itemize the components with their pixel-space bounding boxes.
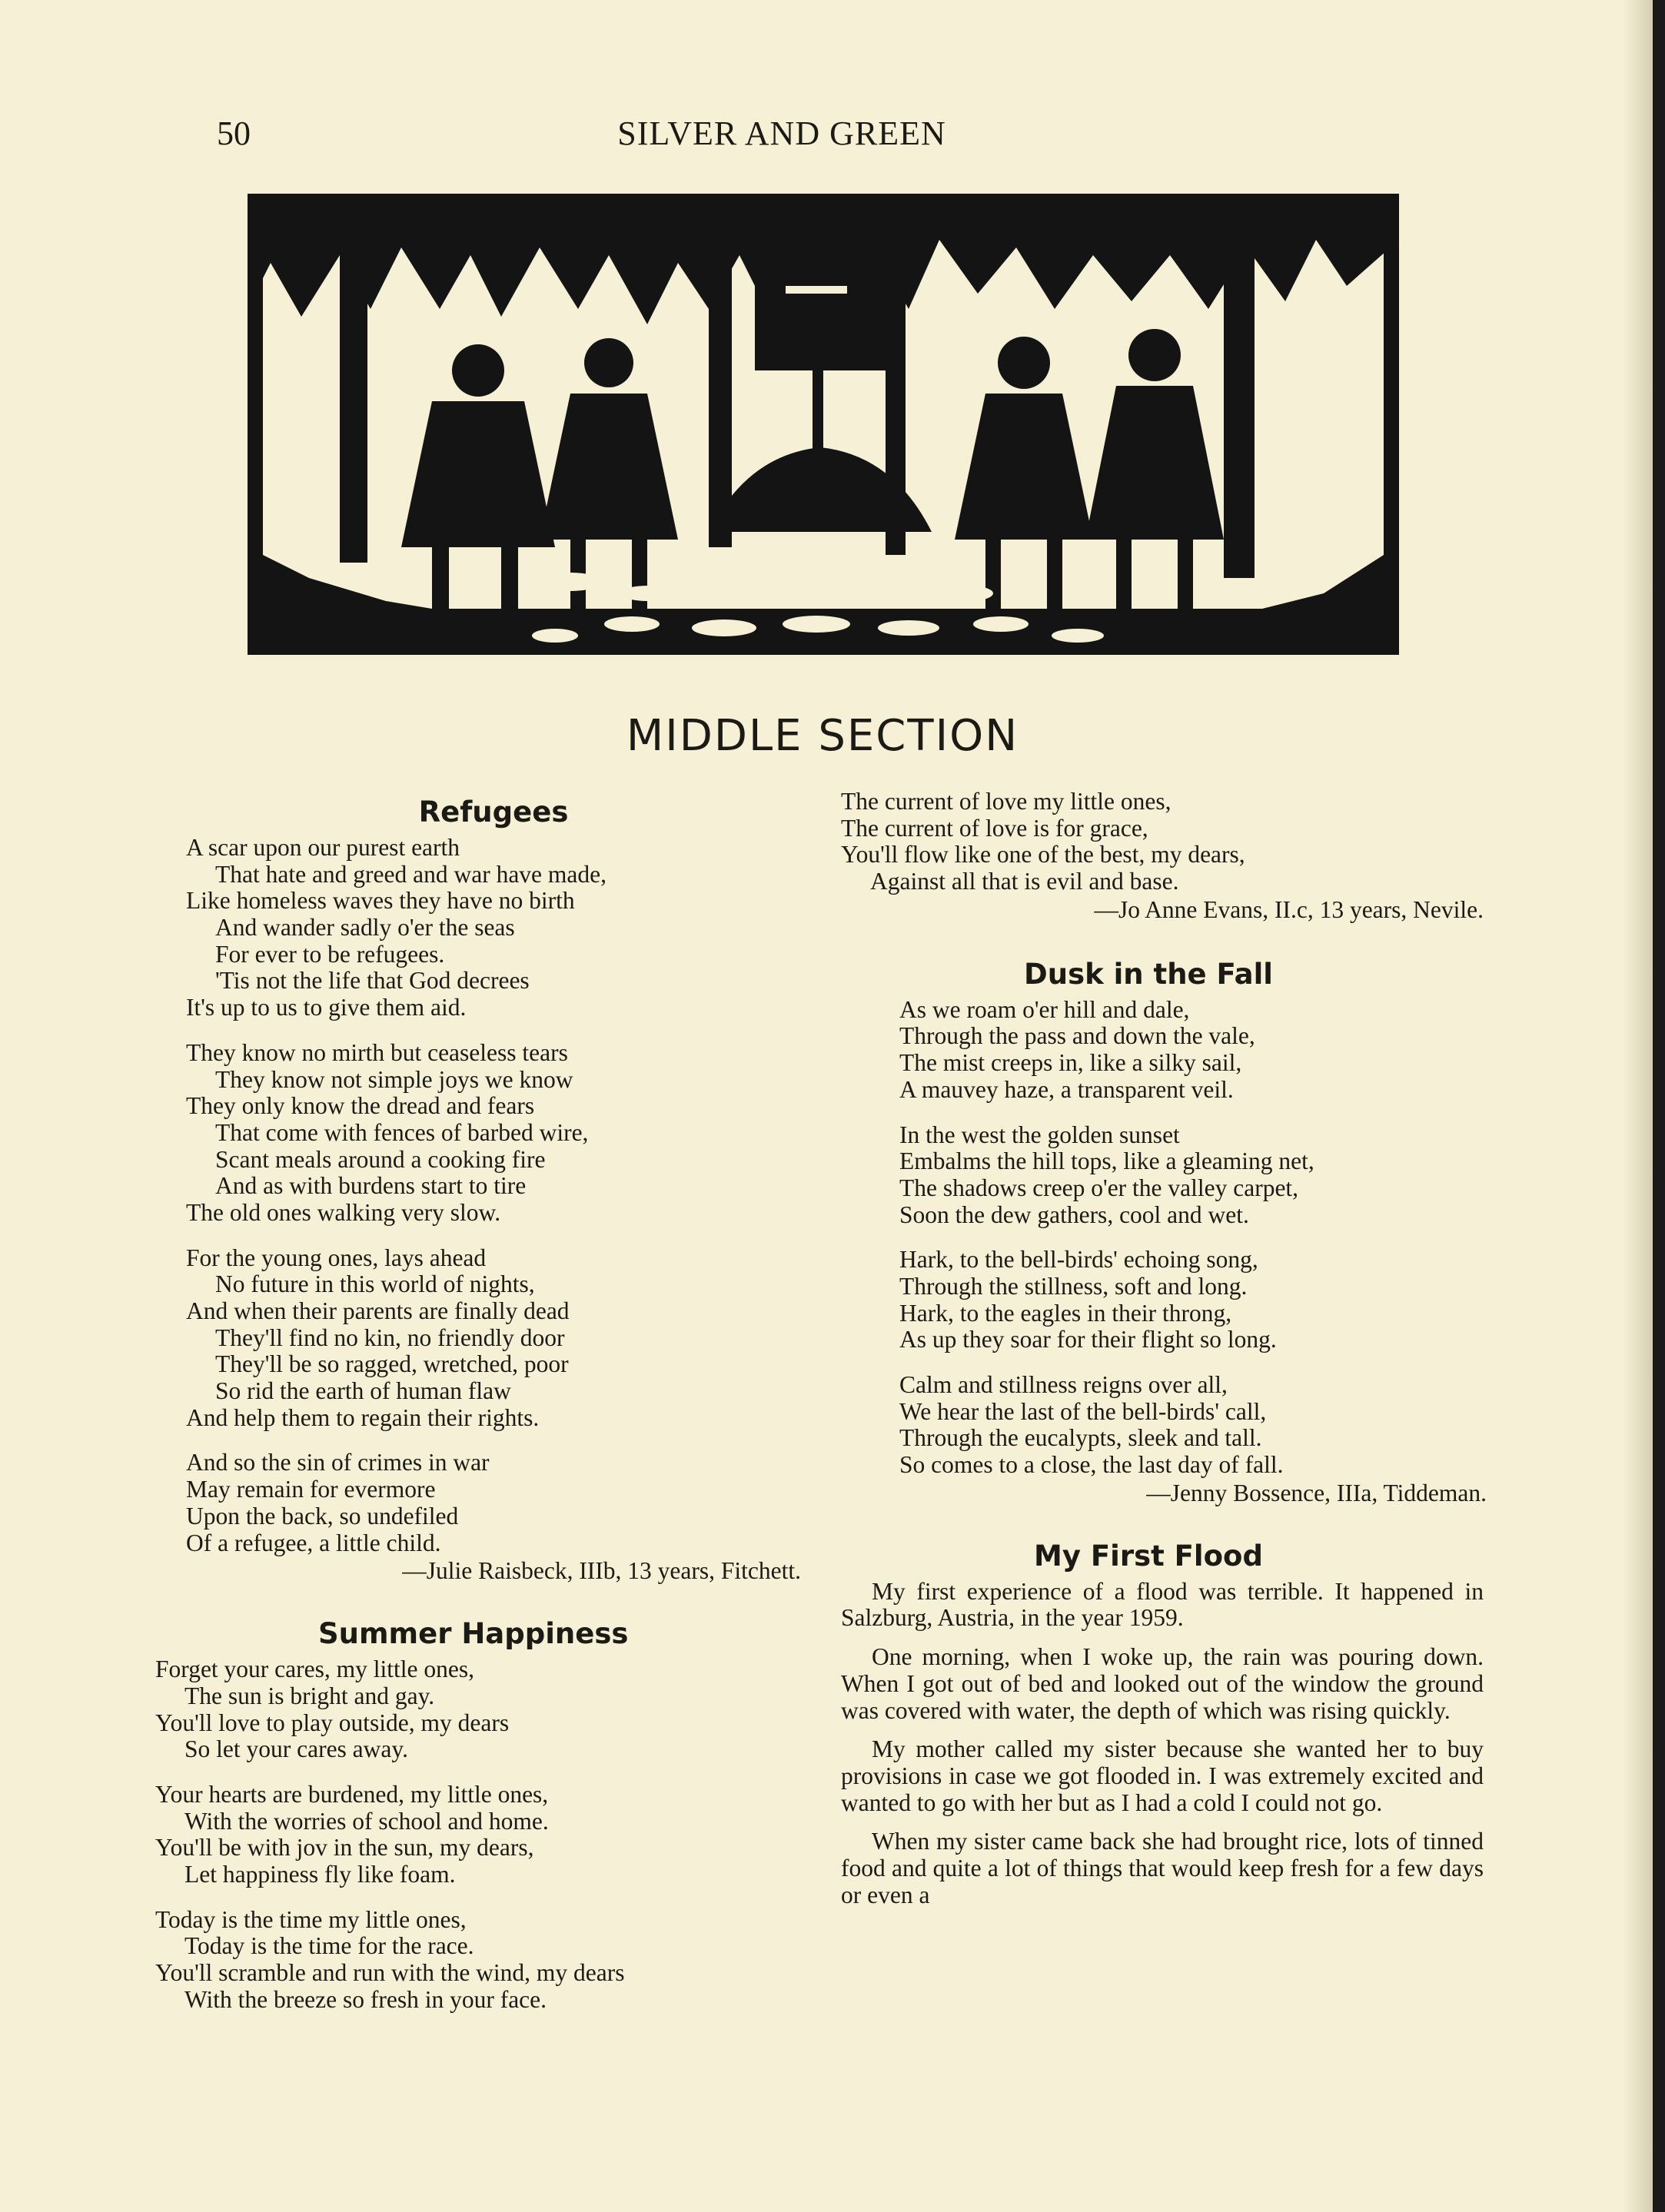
dusk-stanza-2 (841, 1122, 1456, 1229)
dusk-stanza-4 (841, 1372, 1456, 1479)
poem-line: A scar upon our purest earth (186, 834, 460, 861)
page-edge (1653, 0, 1665, 2212)
poem-line: Let happiness fly like foam. (184, 1861, 456, 1888)
poem-line: 'Tis not the life that God decrees (215, 967, 530, 995)
poem-line: The current of love my little ones, (841, 788, 1171, 815)
poem-line: The current of love is for grace, (841, 814, 1148, 842)
page-number: 50 (217, 115, 251, 152)
poem-line: We hear the last of the bell-birds' call, (899, 1397, 1267, 1425)
story-paragraph: One morning, when I woke up, the rain was pouring down. When I got out of bed and looked out of the window the ground was covered with water, the depth of which was rising quickly. (841, 1643, 1484, 1724)
poem-line: They only know the dread and fears (186, 1092, 535, 1120)
left-column (155, 790, 801, 2013)
poem-line: No future in this world of nights, (215, 1270, 535, 1298)
journal-title: SILVER AND GREEN (617, 115, 946, 152)
poem-line: Upon the back, so undefiled (186, 1502, 459, 1529)
poem-line: You'll scramble and run with the wind, my dears (155, 1959, 625, 1987)
poem-line: And as with burdens start to tire (215, 1172, 527, 1200)
refugees-stanza-3 (186, 1245, 801, 1432)
poem-line: May remain for evermore (186, 1476, 436, 1503)
poem-line: They know no mirth but ceaseless tears (186, 1038, 568, 1066)
section-title: MIDDLE SECTION (626, 711, 1019, 761)
dusk-stanza-3 (841, 1247, 1456, 1353)
poem-line: Your hearts are burdened, my little ones, (155, 1780, 549, 1808)
summer-stanza-4 (841, 789, 1456, 895)
poem-line: The shadows creep o'er the valley carpet, (899, 1174, 1299, 1201)
poem-line: With the breeze so fresh in your face. (184, 1985, 547, 2013)
summer-author: —Jo Anne Evans, II.c, 13 years, Nevile. (1094, 895, 1484, 923)
poem-line: So rid the earth of human flaw (215, 1377, 511, 1405)
poem-line: Hark, to the bell-birds' echoing song, (899, 1246, 1258, 1274)
flood-title: My First Flood (1034, 1539, 1263, 1573)
refugees-author: —Julie Raisbeck, IIIb, 13 years, Fitchett. (402, 1557, 801, 1585)
story-paragraph: When my sister came back she had brought rice, lots of tinned food and quite a lot of things that would keep fresh for a few days or even a (841, 1828, 1484, 1908)
poem-line: That come with fences of barbed wire, (215, 1118, 589, 1146)
flood-story (841, 1579, 1484, 1909)
silhouette-illustration (248, 194, 1399, 655)
poem-line: It's up to us to give them aid. (186, 994, 467, 1021)
poem-line: Calm and stillness reigns over all, (899, 1371, 1228, 1398)
dusk-stanza-1 (841, 997, 1456, 1104)
poem-line: Soon the dew gathers, cool and wet. (899, 1201, 1249, 1228)
poem-line: They'll find no kin, no friendly door (215, 1324, 565, 1351)
refugees-stanza-4 (186, 1450, 801, 1556)
poem-line: Through the eucalypts, sleek and tall. (899, 1424, 1262, 1452)
poem-line: With the worries of school and home. (184, 1807, 549, 1835)
poem-line: And help them to regain their rights. (186, 1403, 540, 1431)
poem-line: In the west the golden sunset (899, 1121, 1180, 1148)
poem-line: A mauvey haze, a transparent veil. (899, 1075, 1234, 1103)
poem-line: Today is the time my little ones, (155, 1905, 467, 1933)
poem-line: They know not simple joys we know (215, 1065, 573, 1093)
refugees-stanza-2 (186, 1040, 801, 1227)
page-shadow (1622, 0, 1653, 2212)
summer-stanza-1 (155, 1656, 801, 1763)
poem-line: They'll be so ragged, wretched, poor (215, 1350, 569, 1378)
dusk-title: Dusk in the Fall (1024, 957, 1273, 991)
poem-line: Scant meals around a cooking fire (215, 1145, 546, 1173)
summer-stanza-3 (155, 1907, 801, 2014)
poem-line: Today is the time for the race. (184, 1932, 474, 1960)
poem-line: And when their parents are finally dead (186, 1297, 570, 1324)
poem-line: You'll love to play outside, my dears (155, 1709, 510, 1736)
poem-line: Embalms the hill tops, like a gleaming net, (899, 1148, 1314, 1175)
summer-title: Summer Happiness (318, 1617, 629, 1651)
story-paragraph: My first experience of a flood was terrible. It happened in Salzburg, Austria, in the year 1959. (841, 1577, 1484, 1632)
poem-line: So let your cares away. (184, 1735, 408, 1763)
poem-line: The old ones walking very slow. (186, 1198, 501, 1226)
refugees-stanza-1 (186, 835, 801, 1021)
running-head (217, 114, 1347, 155)
poem-line: For the young ones, lays ahead (186, 1244, 487, 1271)
poem-line: As we roam o'er hill and dale, (899, 995, 1190, 1023)
poem-line: For ever to be refugees. (215, 940, 445, 968)
poem-line: Hark, to the eagles in their throng, (899, 1299, 1232, 1327)
refugees-title: Refugees (418, 795, 569, 829)
poem-line: Through the pass and down the vale, (899, 1022, 1255, 1050)
poem-line: You'll flow like one of the best, my dears, (841, 841, 1245, 869)
poem-line: So comes to a close, the last day of fall. (899, 1451, 1284, 1479)
dusk-author: —Jenny Bossence, IIIa, Tiddeman. (1146, 1479, 1487, 1506)
poem-line: Against all that is evil and base. (870, 868, 1179, 895)
poem-line: The mist creeps in, like a silky sail, (899, 1049, 1242, 1077)
poem-line: Of a refugee, a little child. (186, 1529, 441, 1556)
right-column (841, 788, 1487, 1921)
woodcut-image (248, 194, 1399, 655)
poem-line: And wander sadly o'er the seas (215, 914, 515, 942)
poem-line: Like homeless waves they have no birth (186, 887, 575, 915)
poem-line: Through the stillness, soft and long. (899, 1272, 1248, 1300)
poem-line: As up they soar for their flight so long. (899, 1326, 1277, 1353)
poem-line: That hate and greed and war have made, (215, 860, 607, 888)
poem-line: Forget your cares, my little ones, (155, 1656, 474, 1683)
poem-line: You'll be with jov in the sun, my dears, (155, 1834, 534, 1862)
poem-line: The sun is bright and gay. (184, 1682, 435, 1709)
story-paragraph: My mother called my sister because she wanted her to buy provisions in case we got flooded in. I was extremely excited and wanted to go with her but as I had a cold I could not go. (841, 1735, 1484, 1816)
summer-stanza-2 (155, 1782, 801, 1888)
poem-line: And so the sin of crimes in war (186, 1449, 490, 1476)
